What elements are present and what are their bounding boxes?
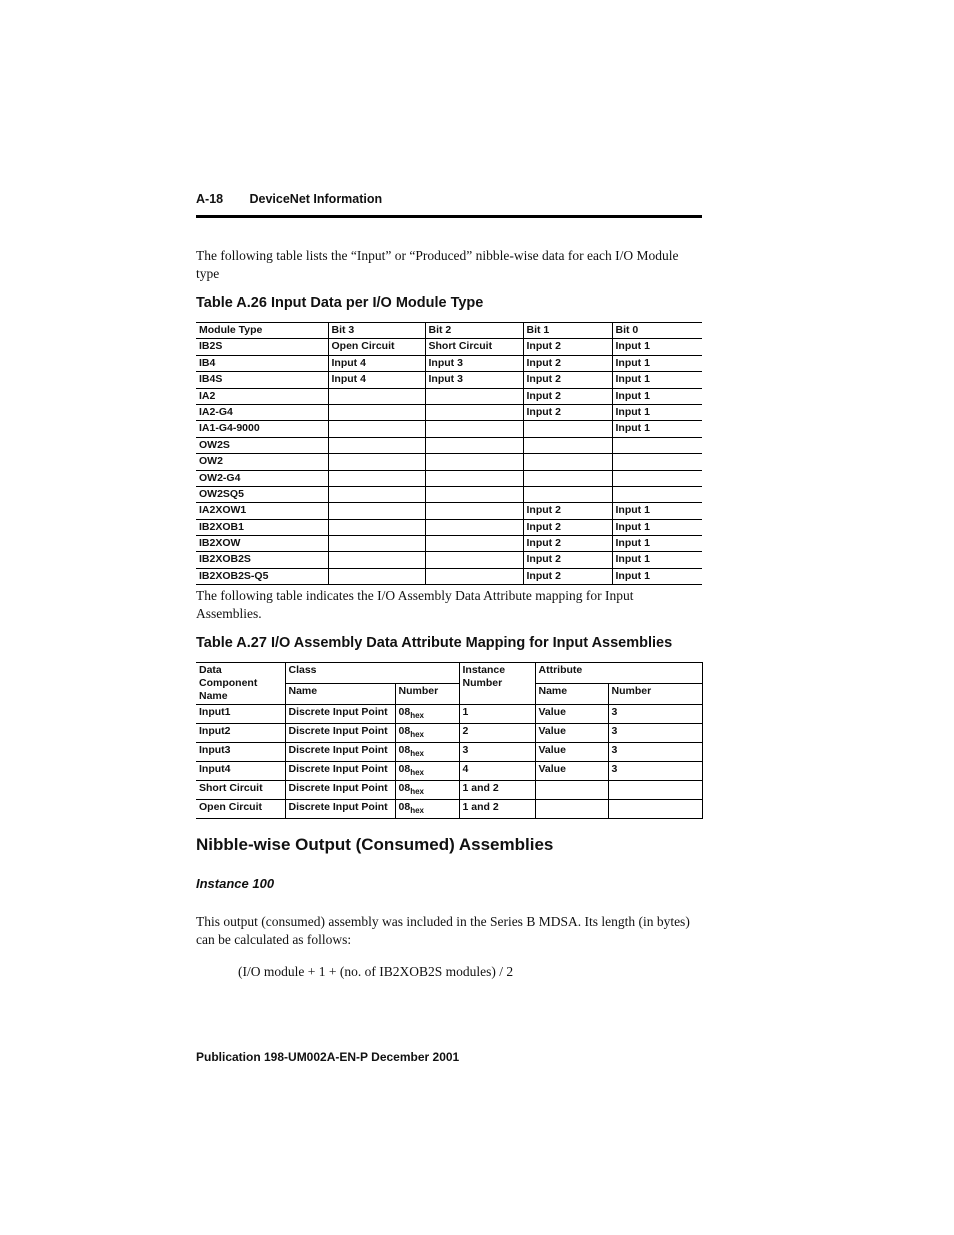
class-name-cell: Discrete Input Point bbox=[285, 724, 395, 743]
bit-cell bbox=[328, 404, 425, 420]
bit-cell: Input 1 bbox=[612, 404, 702, 420]
table-row bbox=[196, 486, 702, 502]
bit-cell bbox=[425, 388, 523, 404]
running-header bbox=[196, 192, 702, 206]
component-cell: Input4 bbox=[196, 762, 285, 781]
module-type-cell: OW2S bbox=[196, 437, 328, 453]
intro-paragraph: The following table lists the “Input” or “Produced” nibble-wise data for each I/O Module type bbox=[196, 248, 679, 281]
bit-cell bbox=[425, 437, 523, 453]
component-cell: Input1 bbox=[196, 705, 285, 724]
length-formula: (I/O module + 1 + (no. of IB2XOB2S modules) / 2 bbox=[238, 964, 514, 979]
subsection-heading: Instance 100 bbox=[196, 876, 275, 891]
attr-number-cell: 3 bbox=[608, 705, 702, 724]
table-row bbox=[196, 552, 702, 568]
module-type-cell: IB4S bbox=[196, 372, 328, 388]
attr-number-cell: 3 bbox=[608, 724, 702, 743]
class-number-cell bbox=[395, 762, 459, 781]
table-a26 bbox=[196, 322, 702, 585]
header-rule bbox=[196, 215, 702, 218]
column-header: Data Component Name bbox=[196, 663, 285, 705]
bit-cell bbox=[425, 568, 523, 584]
attr-number-cell bbox=[608, 781, 702, 800]
bit-cell: Input 1 bbox=[612, 536, 702, 552]
table-row bbox=[196, 339, 702, 355]
table-row bbox=[196, 355, 702, 371]
table-row bbox=[196, 781, 702, 800]
attr-name-cell: Value bbox=[535, 724, 608, 743]
class-number-value: 08 bbox=[398, 782, 411, 794]
bit-cell: Input 1 bbox=[612, 339, 702, 355]
class-number-value: 08 bbox=[398, 801, 411, 813]
hex-suffix: hex bbox=[410, 768, 424, 777]
bit-cell bbox=[328, 536, 425, 552]
attr-name-cell: Value bbox=[535, 743, 608, 762]
bit-cell bbox=[425, 470, 523, 486]
bit-cell: Input 4 bbox=[328, 372, 425, 388]
table-row bbox=[196, 388, 702, 404]
column-header: Bit 3 bbox=[328, 323, 425, 339]
module-type-cell: IB2XOW bbox=[196, 536, 328, 552]
bit-cell bbox=[425, 404, 523, 420]
bit-cell: Input 1 bbox=[612, 503, 702, 519]
bit-cell bbox=[328, 552, 425, 568]
bit-cell: Input 1 bbox=[612, 421, 702, 437]
table-row bbox=[196, 724, 702, 743]
bit-cell: Input 1 bbox=[612, 568, 702, 584]
bit-cell: Input 2 bbox=[523, 568, 612, 584]
module-type-cell: IB2XOB2S bbox=[196, 552, 328, 568]
bit-cell bbox=[425, 552, 523, 568]
bit-cell bbox=[328, 486, 425, 502]
instance-cell: 2 bbox=[459, 724, 535, 743]
bit-cell bbox=[523, 470, 612, 486]
bit-cell: Input 2 bbox=[523, 339, 612, 355]
module-type-cell: IA2XOW1 bbox=[196, 503, 328, 519]
table-row bbox=[196, 536, 702, 552]
class-name-cell: Discrete Input Point bbox=[285, 743, 395, 762]
column-header: Name bbox=[535, 684, 608, 705]
column-header: Instance Number bbox=[459, 663, 535, 705]
module-type-cell: IA2 bbox=[196, 388, 328, 404]
bit-cell: Input 2 bbox=[523, 388, 612, 404]
bit-cell: Input 2 bbox=[523, 503, 612, 519]
bit-cell bbox=[328, 388, 425, 404]
bit-cell bbox=[328, 454, 425, 470]
attr-name-cell bbox=[535, 781, 608, 800]
table-row bbox=[196, 519, 702, 535]
bit-cell: Input 2 bbox=[523, 404, 612, 420]
table-row bbox=[196, 568, 702, 584]
table-row bbox=[196, 421, 702, 437]
component-cell: Short Circuit bbox=[196, 781, 285, 800]
bit-cell bbox=[425, 503, 523, 519]
section-title: DeviceNet Information bbox=[249, 192, 383, 206]
bit-cell: Input 4 bbox=[328, 355, 425, 371]
class-number-cell bbox=[395, 705, 459, 724]
attr-number-cell: 3 bbox=[608, 743, 702, 762]
bit-cell bbox=[328, 568, 425, 584]
hex-suffix: hex bbox=[410, 806, 424, 815]
bit-cell: Input 2 bbox=[523, 372, 612, 388]
column-header: Bit 2 bbox=[425, 323, 523, 339]
instance-cell: 1 and 2 bbox=[459, 781, 535, 800]
table-header-row bbox=[196, 323, 702, 339]
class-number-cell bbox=[395, 781, 459, 800]
module-type-cell: IB2XOB1 bbox=[196, 519, 328, 535]
component-cell: Input3 bbox=[196, 743, 285, 762]
class-number-value: 08 bbox=[398, 725, 411, 737]
table-row bbox=[196, 800, 702, 819]
attr-name-cell: Value bbox=[535, 762, 608, 781]
attr-number-cell: 3 bbox=[608, 762, 702, 781]
bit-cell bbox=[523, 454, 612, 470]
hex-suffix: hex bbox=[410, 787, 424, 796]
bit-cell: Input 3 bbox=[425, 355, 523, 371]
bit-cell: Input 2 bbox=[523, 519, 612, 535]
module-type-cell: OW2-G4 bbox=[196, 470, 328, 486]
module-type-cell: OW2SQ5 bbox=[196, 486, 328, 502]
class-name-cell: Discrete Input Point bbox=[285, 781, 395, 800]
bit-cell: Open Circuit bbox=[328, 339, 425, 355]
column-header: Number bbox=[608, 684, 702, 705]
bit-cell bbox=[425, 519, 523, 535]
instance-cell: 1 bbox=[459, 705, 535, 724]
body-paragraph: This output (consumed) assembly was included in the Series B MDSA. Its length (in bytes) can be calculated as follows: bbox=[196, 914, 690, 947]
column-header: Number bbox=[395, 684, 459, 705]
publication-footer: Publication 198-UM002A-EN-P December 2001 bbox=[196, 1050, 460, 1064]
attr-number-cell bbox=[608, 800, 702, 819]
class-number-cell bbox=[395, 800, 459, 819]
class-number-cell bbox=[395, 724, 459, 743]
instance-cell: 1 and 2 bbox=[459, 800, 535, 819]
column-header: Module Type bbox=[196, 323, 328, 339]
column-header: Attribute bbox=[535, 663, 702, 684]
mid-paragraph: The following table indicates the I/O Assembly Data Attribute mapping for Input Assemblies. bbox=[196, 588, 634, 621]
column-header: Class bbox=[285, 663, 459, 684]
module-type-cell: OW2 bbox=[196, 454, 328, 470]
table-row bbox=[196, 372, 702, 388]
column-header: Bit 0 bbox=[612, 323, 702, 339]
class-number-value: 08 bbox=[398, 706, 411, 718]
hex-suffix: hex bbox=[410, 730, 424, 739]
bit-cell bbox=[328, 421, 425, 437]
bit-cell bbox=[425, 454, 523, 470]
table-row bbox=[196, 705, 702, 724]
bit-cell: Input 1 bbox=[612, 388, 702, 404]
table-a26-caption: Table A.26 Input Data per I/O Module Type bbox=[196, 295, 484, 311]
bit-cell bbox=[612, 470, 702, 486]
module-type-cell: IB2S bbox=[196, 339, 328, 355]
component-cell: Open Circuit bbox=[196, 800, 285, 819]
bit-cell bbox=[425, 536, 523, 552]
table-row bbox=[196, 470, 702, 486]
instance-cell: 4 bbox=[459, 762, 535, 781]
component-cell: Input2 bbox=[196, 724, 285, 743]
bit-cell: Input 1 bbox=[612, 372, 702, 388]
bit-cell: Input 2 bbox=[523, 355, 612, 371]
table-row bbox=[196, 743, 702, 762]
module-type-cell: IA2-G4 bbox=[196, 404, 328, 420]
column-header: Bit 1 bbox=[523, 323, 612, 339]
bit-cell bbox=[425, 421, 523, 437]
bit-cell bbox=[612, 454, 702, 470]
table-header-row bbox=[196, 663, 702, 684]
bit-cell: Input 2 bbox=[523, 552, 612, 568]
page-number: A-18 bbox=[196, 192, 224, 206]
attr-name-cell: Value bbox=[535, 705, 608, 724]
column-header: Name bbox=[285, 684, 395, 705]
bit-cell bbox=[425, 486, 523, 502]
module-type-cell: IB2XOB2S-Q5 bbox=[196, 568, 328, 584]
bit-cell: Input 1 bbox=[612, 552, 702, 568]
table-row bbox=[196, 762, 702, 781]
module-type-cell: IB4 bbox=[196, 355, 328, 371]
table-a27 bbox=[196, 662, 703, 819]
hex-suffix: hex bbox=[410, 711, 424, 720]
class-name-cell: Discrete Input Point bbox=[285, 705, 395, 724]
bit-cell: Input 2 bbox=[523, 536, 612, 552]
class-number-value: 08 bbox=[398, 744, 411, 756]
class-name-cell: Discrete Input Point bbox=[285, 762, 395, 781]
bit-cell: Short Circuit bbox=[425, 339, 523, 355]
module-type-cell: IA1-G4-9000 bbox=[196, 421, 328, 437]
class-name-cell: Discrete Input Point bbox=[285, 800, 395, 819]
attr-name-cell bbox=[535, 800, 608, 819]
bit-cell: Input 1 bbox=[612, 519, 702, 535]
table-row bbox=[196, 404, 702, 420]
class-number-cell bbox=[395, 743, 459, 762]
table-row bbox=[196, 437, 702, 453]
section-heading: Nibble-wise Output (Consumed) Assemblies bbox=[196, 835, 554, 854]
table-row bbox=[196, 454, 702, 470]
bit-cell bbox=[328, 503, 425, 519]
bit-cell bbox=[328, 470, 425, 486]
bit-cell bbox=[523, 421, 612, 437]
bit-cell: Input 1 bbox=[612, 355, 702, 371]
instance-cell: 3 bbox=[459, 743, 535, 762]
table-a27-caption: Table A.27 I/O Assembly Data Attribute Mapping for Input Assemblies bbox=[196, 635, 673, 651]
bit-cell bbox=[523, 486, 612, 502]
bit-cell bbox=[612, 486, 702, 502]
bit-cell bbox=[612, 437, 702, 453]
bit-cell bbox=[523, 437, 612, 453]
table-row bbox=[196, 503, 702, 519]
class-number-value: 08 bbox=[398, 763, 411, 775]
bit-cell bbox=[328, 519, 425, 535]
bit-cell: Input 3 bbox=[425, 372, 523, 388]
bit-cell bbox=[328, 437, 425, 453]
hex-suffix: hex bbox=[410, 749, 424, 758]
